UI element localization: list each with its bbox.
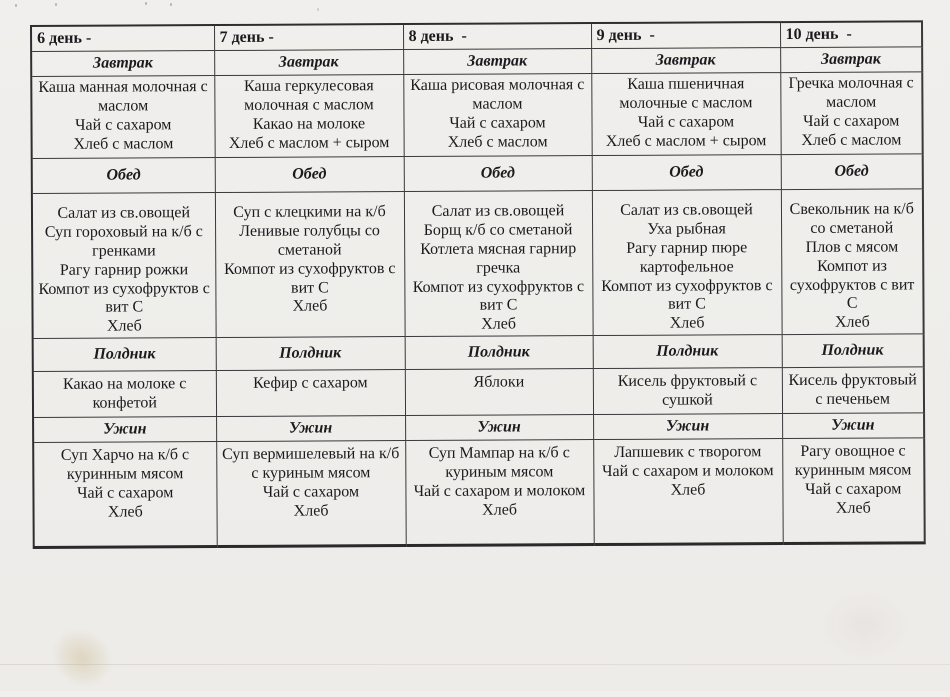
dish-line: Хлеб xyxy=(293,502,329,520)
dish-line: Хлеб xyxy=(835,499,871,517)
lunch-row xyxy=(32,189,924,339)
dish-line: Хлеб xyxy=(292,297,328,316)
dish-line: Компот из сухофруктов с вит С xyxy=(601,276,773,314)
menu-cell-day9-lunch xyxy=(592,190,782,336)
dish-line: Чай с сахаром xyxy=(637,113,735,131)
menu-cell-day8-snack xyxy=(405,369,593,416)
menu-table xyxy=(30,20,926,549)
dish-line: Чай с сахаром xyxy=(449,114,546,132)
scan-area xyxy=(30,20,926,549)
dish-line: Кефир с сахаром xyxy=(253,374,368,392)
menu-cell-day10-breakfast xyxy=(780,72,922,155)
scan-hairline-artifact xyxy=(0,664,950,665)
day-8-label: 8 день - xyxy=(403,23,591,49)
lunch-header: Обед xyxy=(215,157,404,193)
dish-line: Суп вермишелевый на к/б с куриным мясом xyxy=(222,445,400,482)
dish-line: Чай с сахаром xyxy=(75,116,172,134)
scan-speck-artifact xyxy=(15,4,17,7)
dish-line: Яблоки xyxy=(473,373,525,391)
dish-line: Салат из св.овощей xyxy=(57,204,191,222)
day-7-label: 7 день - xyxy=(214,24,403,50)
dish-line: Чай с сахаром и молоком xyxy=(413,481,586,500)
dish-line: Чай с сахаром xyxy=(805,480,902,498)
menu-cell-day10-lunch xyxy=(781,189,924,335)
dish-line: Котлета мясная гарнир гречка xyxy=(420,239,577,277)
dish-line: Свекольник на к/б со сметаной xyxy=(789,200,914,237)
dish-line: Лапшевик с творогом xyxy=(614,443,762,462)
day-6-label: 6 день - xyxy=(31,25,214,51)
dish-line: Какао на молоке xyxy=(252,114,366,133)
dish-line: Кисель фруктовый с печеньем xyxy=(788,371,917,408)
dish-line: Компот из сухофруктов с вит С xyxy=(38,279,210,316)
scan-speck-artifact xyxy=(145,2,147,5)
dish-line: Рагу гарнир рожки xyxy=(59,260,189,279)
menu-cell-day9-breakfast xyxy=(591,73,780,156)
dish-line: Каша манная молочная с маслом xyxy=(38,78,208,115)
dish-line: Компот из сухофруктов с вит С xyxy=(412,277,585,315)
menu-cell-day9-dinner xyxy=(593,439,783,545)
dish-line: Суп с клецкими на к/б xyxy=(233,203,386,221)
dish-line: Салат из св.овощей xyxy=(431,202,565,220)
dish-line: Чай с сахаром xyxy=(803,112,900,130)
dish-line: Хлеб с маслом xyxy=(801,131,902,149)
breakfast-header: Завтрак xyxy=(591,48,780,74)
dinner-header: Ужин xyxy=(593,414,782,440)
dish-line: Хлеб с маслом xyxy=(447,132,548,151)
dish-line: Хлеб с маслом + сыром xyxy=(605,131,767,150)
dish-line: Хлеб xyxy=(482,501,517,519)
scan-smudge-artifact xyxy=(42,619,121,697)
dish-line: Ленивые голубцы со сметаной xyxy=(239,222,380,259)
dish-line: Каша пшеничная молочные с маслом xyxy=(619,75,753,112)
menu-cell-day7-lunch xyxy=(215,192,405,338)
menu-cell-day8-breakfast xyxy=(403,74,591,157)
breakfast-header: Завтрак xyxy=(31,51,214,77)
snack-header: Полдник xyxy=(405,336,593,370)
dish-line: Салат из св.овощей xyxy=(620,201,753,219)
dish-line: Суп Харчо на к/б с куринным мясом xyxy=(60,446,190,483)
scan-speck-artifact xyxy=(55,3,57,6)
snack-header: Полдник xyxy=(33,338,216,372)
dinner-header: Ужин xyxy=(782,413,924,439)
menu-cell-day7-dinner xyxy=(216,441,406,547)
dish-line: Чай с сахаром xyxy=(77,484,174,502)
lunch-header: Обед xyxy=(781,154,923,190)
dish-line: Какао на молоке с конфетой xyxy=(62,375,187,412)
menu-cell-day8-dinner xyxy=(405,440,594,546)
dish-line: Кисель фруктовый с сушкой xyxy=(617,372,758,409)
dish-line: Каша рисовая молочная с маслом xyxy=(410,76,585,113)
dish-line: Компот из сухофруктов с вит С xyxy=(224,259,396,297)
breakfast-header: Завтрак xyxy=(214,50,403,76)
dish-line: Хлеб xyxy=(670,481,706,499)
breakfast-header: Завтрак xyxy=(780,47,922,73)
menu-cell-day8-lunch xyxy=(404,191,593,337)
menu-cell-day7-snack xyxy=(216,370,405,417)
lunch-header: Обед xyxy=(32,158,215,194)
scan-speck-artifact xyxy=(170,3,172,6)
menu-cell-day6-lunch xyxy=(32,193,216,339)
day-10-label: 10 день - xyxy=(780,21,922,47)
dinner-row xyxy=(33,438,925,548)
dinner-header: Ужин xyxy=(216,416,405,442)
dish-line: Гречка молочная с маслом xyxy=(788,74,914,111)
dish-line: Плов с мясом xyxy=(805,238,899,256)
snack-header: Полдник xyxy=(782,334,924,368)
dish-line: Хлеб xyxy=(669,314,705,332)
lunch-header: Обед xyxy=(404,156,592,192)
dish-line: Хлеб с маслом xyxy=(73,134,174,153)
dinner-header: Ужин xyxy=(33,417,216,443)
dish-line: Хлеб с маслом + сыром xyxy=(228,133,390,152)
dish-line: Хлеб xyxy=(481,315,517,333)
dish-line: Чай с сахаром и молоком xyxy=(602,462,774,481)
dish-line: Хлеб xyxy=(107,503,143,521)
dish-line: Хлеб xyxy=(834,313,870,332)
dish-line: Чай с сахаром xyxy=(262,483,360,501)
scan-speck-artifact xyxy=(317,8,319,11)
day-9-label: 9 день - xyxy=(591,22,780,48)
breakfast-row xyxy=(31,72,922,159)
dish-line: Суп гороховый на к/б с гренками xyxy=(44,222,203,260)
lunch-header-row xyxy=(32,154,923,194)
breakfast-header: Завтрак xyxy=(403,49,591,75)
dish-line: Рагу овощное с куринным мясом xyxy=(794,442,912,480)
scan-smudge-artifact xyxy=(820,590,910,660)
snack-header: Полдник xyxy=(593,335,782,369)
menu-cell-day6-breakfast xyxy=(31,76,214,159)
snack-header-row xyxy=(33,334,924,372)
snack-row xyxy=(33,367,924,418)
dish-line: Борщ к/б со сметаной xyxy=(423,221,573,239)
menu-cell-day6-snack xyxy=(33,371,216,418)
dinner-header: Ужин xyxy=(405,415,593,441)
snack-header: Полдник xyxy=(216,337,405,371)
dish-line: Хлеб xyxy=(106,317,142,335)
menu-cell-day9-snack xyxy=(593,368,782,415)
menu-cell-day7-breakfast xyxy=(214,75,403,158)
menu-cell-day6-dinner xyxy=(33,442,217,548)
dish-line: Каша геркулесовая молочная с маслом xyxy=(243,77,374,114)
dish-line: Суп Мампар на к/б с куриным мясом xyxy=(428,444,570,481)
dish-line: Уха рыбная xyxy=(647,220,726,238)
menu-cell-day10-dinner xyxy=(782,438,925,544)
dish-line: Компот из сухофруктов с вит С xyxy=(789,257,915,313)
dish-line: Рагу гарнир пюре картофельное xyxy=(626,238,748,276)
lunch-header: Обед xyxy=(592,155,781,191)
menu-cell-day10-snack xyxy=(782,367,924,414)
